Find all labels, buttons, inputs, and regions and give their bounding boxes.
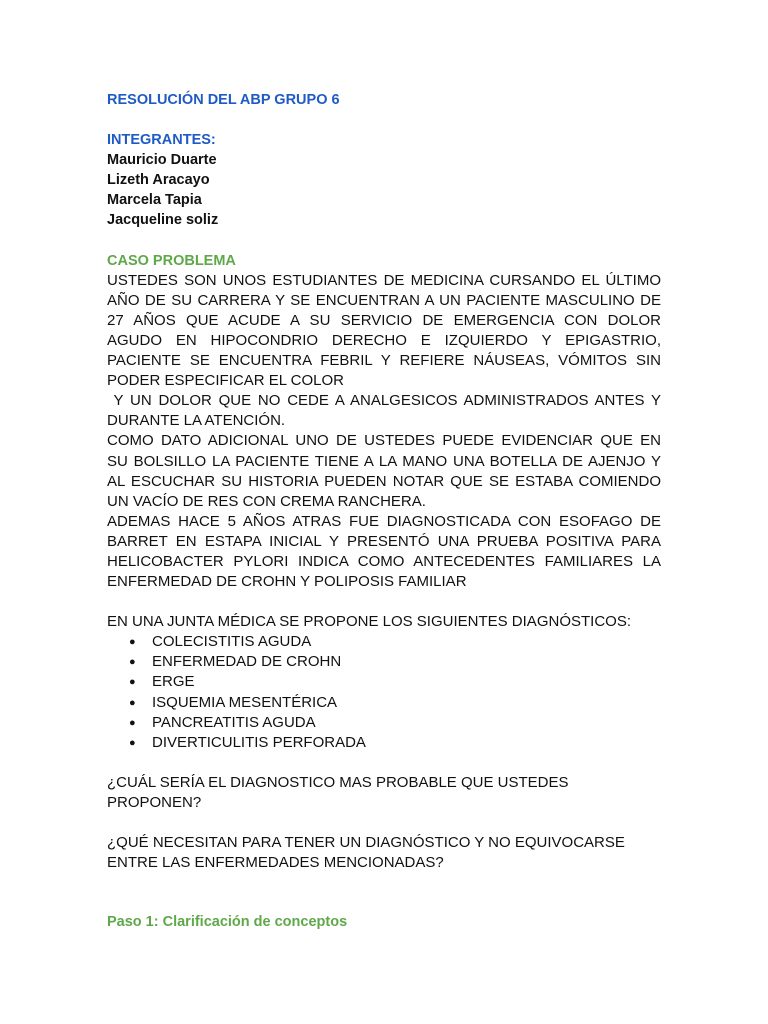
document-title: RESOLUCIÓN DEL ABP GRUPO 6	[107, 92, 340, 108]
case-paragraph	[107, 391, 661, 431]
spacer	[107, 592, 661, 612]
case-paragraph	[107, 271, 661, 392]
question	[107, 773, 661, 813]
case-line: BARRET EN ESTAPA INICIAL Y PRESENTÓ UNA PRUEBA POSITIVA PARA	[107, 532, 661, 550]
spacer	[107, 873, 661, 893]
spacer	[107, 753, 661, 773]
list-item	[107, 672, 661, 692]
spacer	[107, 893, 661, 912]
case-paragraph	[107, 512, 661, 592]
case-heading: CASO PROBLEMA	[107, 252, 236, 269]
case-line: AGUDO EN HIPOCONDRIO DERECHO E IZQUIERDO Y EPIGASTRIO,	[107, 331, 661, 349]
diagnosis-label: DIVERTICULITIS PERFORADA	[152, 733, 366, 751]
member-name: Jacqueline soliz	[107, 212, 219, 229]
members-label: INTEGRANTES:	[107, 132, 216, 149]
question-line: ¿CUÁL SERÍA EL DIAGNOSTICO MAS PROBABLE QUE USTEDES	[107, 773, 569, 791]
diagnoses-intro: EN UNA JUNTA MÉDICA SE PROPONE LOS SIGUIENTES DIAGNÓSTICOS:	[107, 613, 631, 631]
diagnosis-label: ERGE	[152, 673, 195, 691]
case-line: DURANTE LA ATENCIÓN.	[107, 412, 286, 430]
diagnoses-list	[107, 632, 661, 753]
spacer	[107, 231, 661, 251]
case-line: COMO DATO ADICIONAL UNO DE USTEDES PUEDE EVIDENCIAR QUE EN	[107, 432, 661, 450]
question	[107, 833, 661, 873]
case-paragraph	[107, 431, 661, 511]
case-line: AL ESCUCHAR SU HISTORIA PUEDEN NOTAR QUE SE ESTABA COMIENDO	[107, 472, 661, 490]
member-name: Marcela Tapia	[107, 192, 202, 209]
list-item	[107, 733, 661, 753]
spacer	[107, 813, 661, 833]
diagnosis-label: PANCREATITIS AGUDA	[152, 713, 316, 731]
case-line: ADEMAS HACE 5 AÑOS ATRAS FUE DIAGNOSTICADA CON ESOFAGO DE	[107, 512, 661, 530]
question-line: PROPONEN?	[107, 793, 202, 811]
bullet-icon: ●	[129, 716, 136, 729]
step-heading: Paso 1: Clarificación de conceptos	[107, 914, 348, 931]
bullet-icon: ●	[129, 636, 136, 649]
question-line: ¿QUÉ NECESITAN PARA TENER UN DIAGNÓSTICO Y NO EQUIVOCARSE	[107, 834, 625, 851]
bullet-icon: ●	[129, 656, 136, 669]
diagnosis-label: ENFERMEDAD DE CROHN	[152, 653, 342, 671]
bullet-icon: ●	[129, 736, 136, 749]
list-item	[107, 632, 661, 652]
list-item	[107, 713, 661, 733]
case-line: Y UN DOLOR QUE NO CEDE A ANALGESICOS ADMINISTRADOS ANTES Y	[107, 392, 661, 410]
member-name: Mauricio Duarte	[107, 152, 217, 169]
diagnosis-label: ISQUEMIA MESENTÉRICA	[152, 693, 338, 711]
case-line: USTEDES SON UNOS ESTUDIANTES DE MEDICINA CURSANDO EL ÚLTIMO	[107, 271, 661, 289]
list-item	[107, 652, 661, 672]
case-line: SU BOLSILLO LA PACIENTE TIENE A LA MANO UNA BOTELLA DE AJENJO Y	[107, 452, 661, 470]
case-line: PODER ESPECIFICAR EL COLOR	[107, 372, 344, 390]
document-content	[107, 90, 661, 932]
list-item	[107, 693, 661, 713]
case-line: PACIENTE SE ENCUENTRA FEBRIL Y REFIERE NÁUSEAS, VÓMITOS SIN	[107, 352, 661, 370]
question-line: ENTRE LAS ENFERMEDADES MENCIONADAS?	[107, 854, 444, 872]
case-line: HELICOBACTER PYLORI INDICA COMO ANTECEDENTES FAMILIARES LA	[107, 552, 661, 570]
case-line: ENFERMEDAD DE CROHN Y POLIPOSIS FAMILIAR	[107, 573, 467, 591]
member-name: Lizeth Aracayo	[107, 172, 210, 189]
bullet-icon: ●	[129, 676, 136, 689]
spacer	[107, 110, 661, 130]
case-line: AÑO DE SU CARRERA Y SE ENCUENTRAN A UN PACIENTE MASCULINO DE	[107, 291, 661, 309]
case-line: 27 AÑOS QUE ACUDE A SU SERVICIO DE EMERGENCIA CON DOLOR	[107, 311, 661, 329]
case-line: UN VACÍO DE RES CON CREMA RANCHERA.	[107, 492, 426, 510]
bullet-icon: ●	[129, 696, 136, 709]
diagnosis-label: COLECISTITIS AGUDA	[152, 633, 312, 651]
